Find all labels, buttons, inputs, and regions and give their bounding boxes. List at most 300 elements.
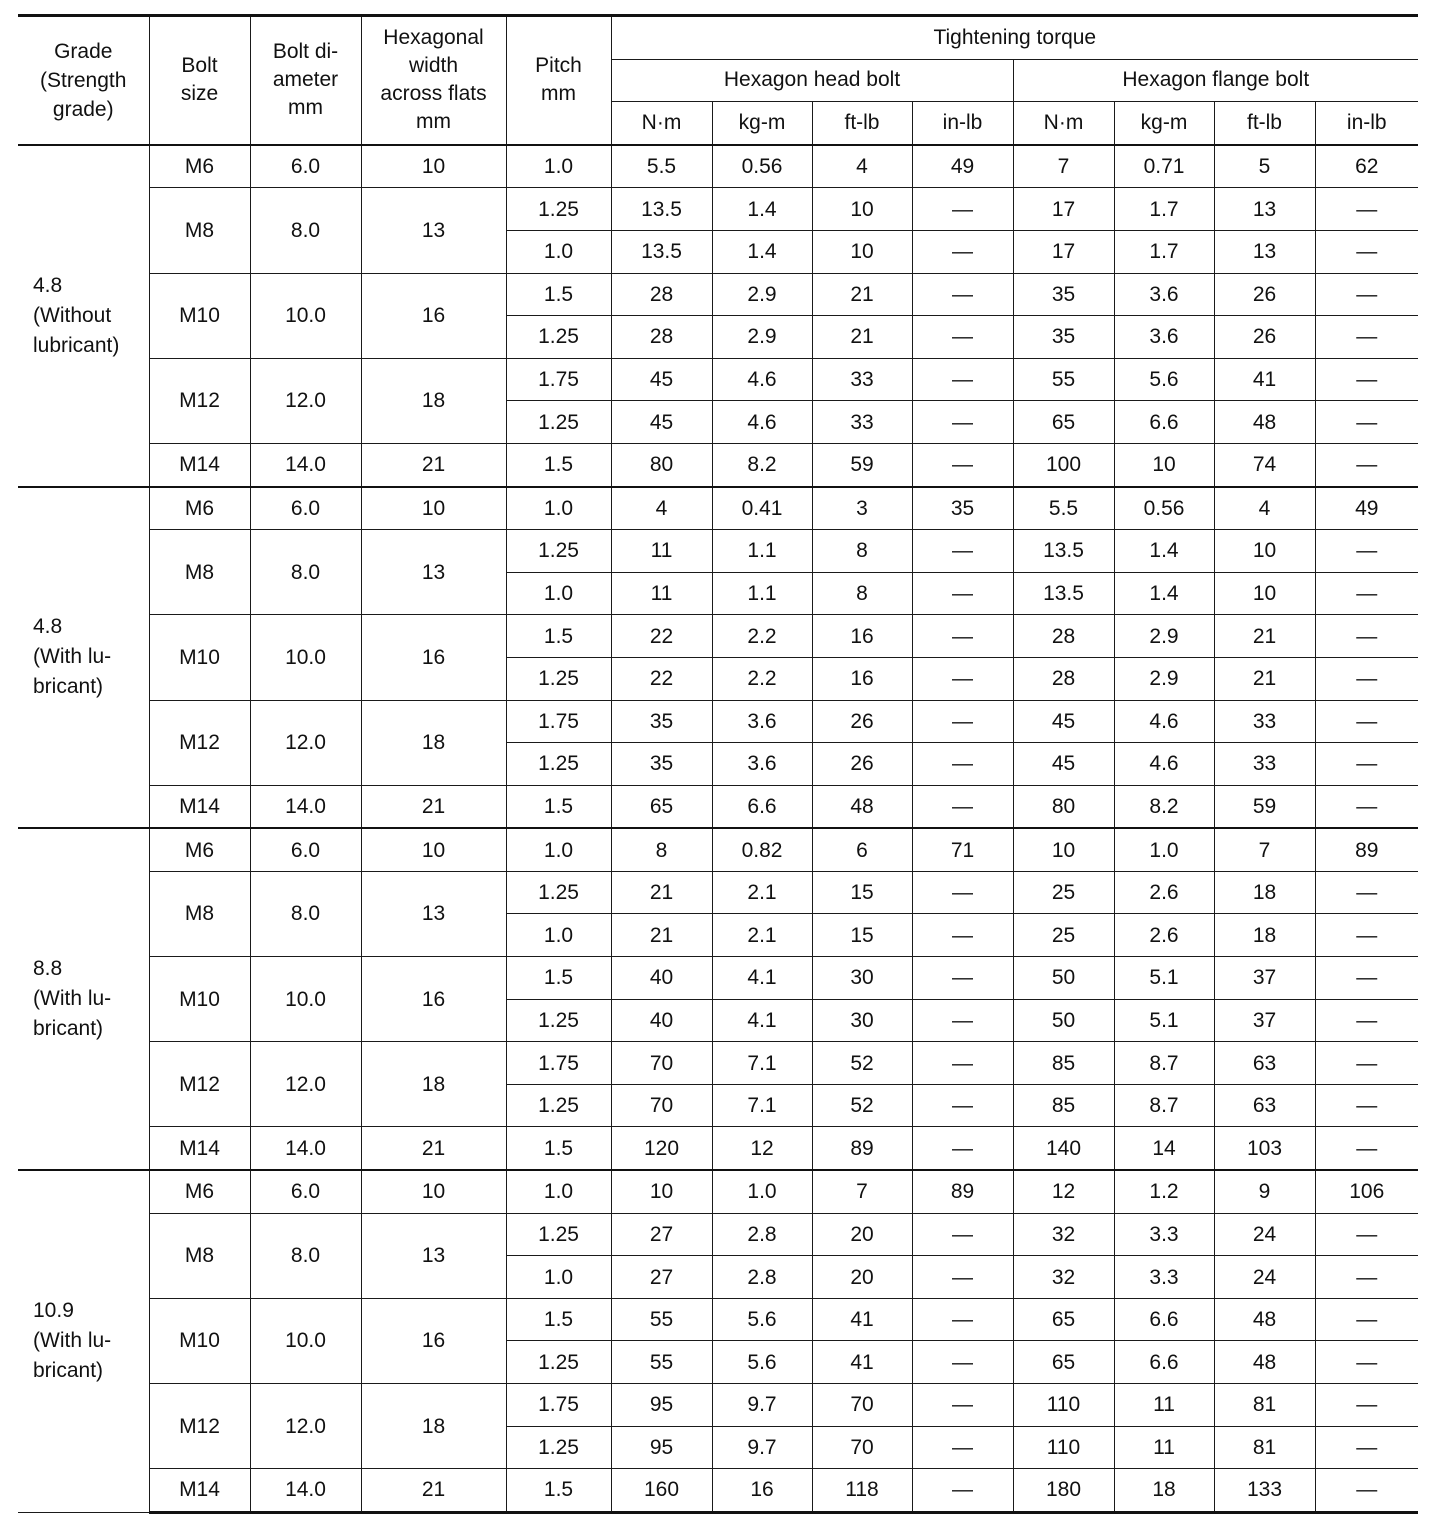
flange-nm-cell: 35 <box>1013 273 1114 316</box>
head-nm-cell: 55 <box>611 1298 712 1341</box>
grade-label-line: (With lu- <box>33 645 112 669</box>
grade-label-line: 4.8 <box>33 273 63 297</box>
flange-kgm-cell: 11 <box>1114 1426 1214 1469</box>
head-nm-cell: 28 <box>611 316 712 359</box>
bolt-diameter-cell: 10.0 <box>250 273 361 358</box>
pitch-cell: 1.25 <box>506 188 611 231</box>
head-kgm-cell: 1.4 <box>712 188 812 231</box>
pitch-cell: 1.25 <box>506 530 611 573</box>
head-nm-cell: 45 <box>611 358 712 401</box>
flange-ftlb-cell: 26 <box>1214 273 1315 316</box>
head-ftlb-cell: 26 <box>812 700 912 743</box>
flange-nm-cell: 28 <box>1013 615 1114 658</box>
head-inlb-cell: — <box>912 401 1013 444</box>
head-ftlb-cell: 10 <box>812 230 912 273</box>
flange-kgm-cell: 4.6 <box>1114 700 1214 743</box>
head-ftlb-cell: 33 <box>812 358 912 401</box>
head-inlb-cell: — <box>912 657 1013 700</box>
head-ftlb-cell: 41 <box>812 1341 912 1384</box>
header-hex-width <box>361 16 506 145</box>
flange-kgm-cell: 6.6 <box>1114 401 1214 444</box>
bolt-diameter-cell: 14.0 <box>250 443 361 486</box>
table-row <box>18 530 1418 573</box>
head-kgm-cell: 6.6 <box>712 785 812 828</box>
pitch-cell: 1.0 <box>506 914 611 957</box>
flange-nm-cell: 17 <box>1013 230 1114 273</box>
grade-label-line: (With lu- <box>33 1329 112 1353</box>
pitch-cell: 1.5 <box>506 785 611 828</box>
bolt-size-cell: M6 <box>149 487 250 530</box>
pitch-cell: 1.25 <box>506 401 611 444</box>
flange-kgm-cell: 0.71 <box>1114 145 1214 188</box>
flange-kgm-cell: 18 <box>1114 1469 1214 1513</box>
head-inlb-cell: — <box>912 530 1013 573</box>
flange-nm-cell: 180 <box>1013 1469 1114 1513</box>
head-nm-cell: 4 <box>611 487 712 530</box>
head-inlb-cell: — <box>912 1298 1013 1341</box>
grade-label-line: bricant) <box>33 1359 104 1383</box>
pitch-cell: 1.75 <box>506 1042 611 1085</box>
flange-nm-cell: 110 <box>1013 1384 1114 1427</box>
head-ftlb-cell: 70 <box>812 1384 912 1427</box>
bolt-size-cell: M6 <box>149 1170 250 1213</box>
bolt-diameter-cell: 14.0 <box>250 785 361 828</box>
flange-nm-cell: 13.5 <box>1013 530 1114 573</box>
flange-ftlb-cell: 41 <box>1214 358 1315 401</box>
flange-inlb-cell: 89 <box>1315 828 1418 871</box>
table-row <box>18 487 1418 530</box>
flange-kgm-cell: 5.1 <box>1114 957 1214 1000</box>
head-kgm-cell: 4.1 <box>712 999 812 1042</box>
flange-nm-cell: 55 <box>1013 358 1114 401</box>
pitch-cell: 1.0 <box>506 572 611 615</box>
head-kgm-cell: 1.0 <box>712 1170 812 1213</box>
head-nm-cell: 95 <box>611 1426 712 1469</box>
flange-nm-cell: 13.5 <box>1013 572 1114 615</box>
head-inlb-cell: — <box>912 1426 1013 1469</box>
head-inlb-cell: — <box>912 1256 1013 1299</box>
head-kgm-cell: 9.7 <box>712 1384 812 1427</box>
head-nm-cell: 27 <box>611 1256 712 1299</box>
head-ftlb-cell: 33 <box>812 401 912 444</box>
flange-ftlb-cell: 48 <box>1214 401 1315 444</box>
pitch-cell: 1.25 <box>506 657 611 700</box>
flange-nm-cell: 45 <box>1013 743 1114 786</box>
head-inlb-cell: — <box>912 443 1013 486</box>
flange-inlb-cell: 49 <box>1315 487 1418 530</box>
pitch-cell: 1.0 <box>506 230 611 273</box>
table-header <box>18 16 1418 145</box>
header-unit-inlb: in-lb <box>1315 102 1418 145</box>
head-inlb-cell: — <box>912 785 1013 828</box>
bolt-size-cell: M14 <box>149 1127 250 1170</box>
flange-kgm-cell: 2.9 <box>1114 657 1214 700</box>
bolt-diameter-cell: 14.0 <box>250 1469 361 1513</box>
pitch-cell: 1.25 <box>506 743 611 786</box>
header-bolt-diameter-line: mm <box>288 96 323 120</box>
bolt-size-cell: M10 <box>149 615 250 700</box>
hex-width-cell: 10 <box>361 1170 506 1213</box>
pitch-cell: 1.75 <box>506 1384 611 1427</box>
flange-inlb-cell: — <box>1315 999 1418 1042</box>
head-kgm-cell: 3.6 <box>712 700 812 743</box>
head-nm-cell: 27 <box>611 1213 712 1256</box>
flange-ftlb-cell: 74 <box>1214 443 1315 486</box>
flange-inlb-cell: 62 <box>1315 145 1418 188</box>
flange-ftlb-cell: 24 <box>1214 1256 1315 1299</box>
head-ftlb-cell: 30 <box>812 999 912 1042</box>
flange-kgm-cell: 5.1 <box>1114 999 1214 1042</box>
flange-ftlb-cell: 21 <box>1214 615 1315 658</box>
flange-kgm-cell: 2.6 <box>1114 871 1214 914</box>
head-ftlb-cell: 89 <box>812 1127 912 1170</box>
header-hex-width-line: across flats <box>380 82 487 106</box>
head-nm-cell: 160 <box>611 1469 712 1513</box>
flange-ftlb-cell: 63 <box>1214 1084 1315 1127</box>
head-nm-cell: 13.5 <box>611 188 712 231</box>
head-kgm-cell: 12 <box>712 1127 812 1170</box>
flange-inlb-cell: — <box>1315 657 1418 700</box>
hex-width-cell: 16 <box>361 615 506 700</box>
flange-nm-cell: 65 <box>1013 1341 1114 1384</box>
table-row <box>18 1042 1418 1085</box>
flange-inlb-cell: — <box>1315 443 1418 486</box>
header-unit-ftlb: ft-lb <box>1214 102 1315 145</box>
header-grade-line: Grade <box>54 39 113 63</box>
flange-ftlb-cell: 24 <box>1214 1213 1315 1256</box>
flange-nm-cell: 100 <box>1013 443 1114 486</box>
bolt-diameter-cell: 12.0 <box>250 700 361 785</box>
hex-width-cell: 21 <box>361 1127 506 1170</box>
flange-ftlb-cell: 59 <box>1214 785 1315 828</box>
flange-inlb-cell: — <box>1315 1256 1418 1299</box>
header-bolt-size-line: Bolt <box>181 54 218 78</box>
head-kgm-cell: 0.56 <box>712 145 812 188</box>
flange-kgm-cell: 3.3 <box>1114 1213 1214 1256</box>
head-nm-cell: 35 <box>611 743 712 786</box>
head-ftlb-cell: 20 <box>812 1256 912 1299</box>
head-inlb-cell: — <box>912 914 1013 957</box>
bolt-diameter-cell: 6.0 <box>250 487 361 530</box>
pitch-cell: 1.0 <box>506 487 611 530</box>
head-kgm-cell: 1.1 <box>712 572 812 615</box>
head-ftlb-cell: 118 <box>812 1469 912 1513</box>
flange-nm-cell: 65 <box>1013 401 1114 444</box>
flange-ftlb-cell: 81 <box>1214 1384 1315 1427</box>
flange-nm-cell: 12 <box>1013 1170 1114 1213</box>
bolt-size-cell: M6 <box>149 828 250 871</box>
head-ftlb-cell: 16 <box>812 657 912 700</box>
flange-inlb-cell: — <box>1315 615 1418 658</box>
head-nm-cell: 13.5 <box>611 230 712 273</box>
bolt-size-cell: M8 <box>149 1213 250 1298</box>
flange-kgm-cell: 3.6 <box>1114 273 1214 316</box>
head-kgm-cell: 8.2 <box>712 443 812 486</box>
pitch-cell: 1.0 <box>506 1170 611 1213</box>
head-kgm-cell: 5.6 <box>712 1298 812 1341</box>
hex-width-cell: 10 <box>361 828 506 871</box>
head-nm-cell: 5.5 <box>611 145 712 188</box>
flange-ftlb-cell: 103 <box>1214 1127 1315 1170</box>
head-kgm-cell: 2.1 <box>712 871 812 914</box>
flange-inlb-cell: — <box>1315 1127 1418 1170</box>
flange-ftlb-cell: 133 <box>1214 1469 1315 1513</box>
head-inlb-cell: — <box>912 1127 1013 1170</box>
flange-kgm-cell: 1.7 <box>1114 188 1214 231</box>
flange-inlb-cell: — <box>1315 358 1418 401</box>
pitch-cell: 1.25 <box>506 871 611 914</box>
flange-inlb-cell: — <box>1315 785 1418 828</box>
flange-kgm-cell: 0.56 <box>1114 487 1214 530</box>
hex-width-cell: 10 <box>361 145 506 188</box>
flange-kgm-cell: 1.4 <box>1114 572 1214 615</box>
head-inlb-cell: — <box>912 957 1013 1000</box>
bolt-size-cell: M8 <box>149 188 250 273</box>
bolt-size-cell: M12 <box>149 700 250 785</box>
header-hex-width-line: Hexagonal <box>383 26 484 50</box>
header-bolt-size <box>149 16 250 145</box>
head-kgm-cell: 0.82 <box>712 828 812 871</box>
flange-inlb-cell: — <box>1315 1213 1418 1256</box>
head-kgm-cell: 9.7 <box>712 1426 812 1469</box>
head-kgm-cell: 2.9 <box>712 273 812 316</box>
flange-ftlb-cell: 10 <box>1214 530 1315 573</box>
pitch-cell: 1.0 <box>506 1256 611 1299</box>
bolt-size-cell: M14 <box>149 785 250 828</box>
flange-nm-cell: 65 <box>1013 1298 1114 1341</box>
flange-nm-cell: 45 <box>1013 700 1114 743</box>
head-kgm-cell: 0.41 <box>712 487 812 530</box>
header-grade-line: (Strength <box>40 68 127 92</box>
bolt-diameter-cell: 12.0 <box>250 1042 361 1127</box>
flange-ftlb-cell: 48 <box>1214 1298 1315 1341</box>
hex-width-cell: 13 <box>361 188 506 273</box>
header-hex-width-line: width <box>408 54 459 78</box>
flange-nm-cell: 110 <box>1013 1426 1114 1469</box>
bolt-diameter-cell: 12.0 <box>250 1384 361 1469</box>
header-hex-width-line: mm <box>416 110 451 134</box>
flange-nm-cell: 25 <box>1013 914 1114 957</box>
flange-kgm-cell: 8.7 <box>1114 1042 1214 1085</box>
header-bolt-diameter-line: Bolt di- <box>272 40 339 64</box>
flange-inlb-cell: — <box>1315 1298 1418 1341</box>
head-inlb-cell: — <box>912 700 1013 743</box>
head-inlb-cell: — <box>912 1084 1013 1127</box>
flange-ftlb-cell: 63 <box>1214 1042 1315 1085</box>
head-ftlb-cell: 15 <box>812 914 912 957</box>
flange-nm-cell: 10 <box>1013 828 1114 871</box>
header-unit-nm: N·m <box>1013 102 1114 145</box>
head-ftlb-cell: 52 <box>812 1042 912 1085</box>
header-bolt-size-line: size <box>180 82 219 106</box>
head-ftlb-cell: 30 <box>812 957 912 1000</box>
header-pitch-line: mm <box>541 82 576 106</box>
header-grade-line: grade) <box>52 97 114 121</box>
head-nm-cell: 21 <box>611 871 712 914</box>
head-inlb-cell: — <box>912 316 1013 359</box>
hex-width-cell: 13 <box>361 530 506 615</box>
bolt-diameter-cell: 10.0 <box>250 957 361 1042</box>
head-nm-cell: 45 <box>611 401 712 444</box>
head-inlb-cell: — <box>912 188 1013 231</box>
flange-ftlb-cell: 7 <box>1214 828 1315 871</box>
table-body <box>18 145 1418 1513</box>
head-kgm-cell: 1.1 <box>712 530 812 573</box>
flange-kgm-cell: 14 <box>1114 1127 1214 1170</box>
table-row <box>18 785 1418 828</box>
head-ftlb-cell: 15 <box>812 871 912 914</box>
flange-inlb-cell: — <box>1315 871 1418 914</box>
table-row <box>18 273 1418 316</box>
table-row <box>18 615 1418 658</box>
head-inlb-cell: 89 <box>912 1170 1013 1213</box>
head-kgm-cell: 2.8 <box>712 1213 812 1256</box>
head-nm-cell: 22 <box>611 657 712 700</box>
head-inlb-cell: — <box>912 358 1013 401</box>
hex-width-cell: 18 <box>361 700 506 785</box>
pitch-cell: 1.25 <box>506 1341 611 1384</box>
flange-kgm-cell: 6.6 <box>1114 1341 1214 1384</box>
hex-width-cell: 21 <box>361 785 506 828</box>
flange-nm-cell: 5.5 <box>1013 487 1114 530</box>
head-kgm-cell: 2.2 <box>712 657 812 700</box>
header-pitch <box>506 16 611 145</box>
header-tightening-torque: Tightening torque <box>611 16 1418 60</box>
head-ftlb-cell: 16 <box>812 615 912 658</box>
table-row <box>18 828 1418 871</box>
head-ftlb-cell: 21 <box>812 316 912 359</box>
flange-inlb-cell: — <box>1315 572 1418 615</box>
header-unit-ftlb: ft-lb <box>812 102 912 145</box>
table-row <box>18 1213 1418 1256</box>
hex-width-cell: 16 <box>361 957 506 1042</box>
table-row <box>18 1469 1418 1513</box>
grade-cell <box>18 145 149 487</box>
flange-ftlb-cell: 81 <box>1214 1426 1315 1469</box>
bolt-diameter-cell: 6.0 <box>250 1170 361 1213</box>
head-ftlb-cell: 3 <box>812 487 912 530</box>
hex-width-cell: 18 <box>361 1384 506 1469</box>
header-unit-nm: N·m <box>611 102 712 145</box>
head-ftlb-cell: 20 <box>812 1213 912 1256</box>
head-ftlb-cell: 52 <box>812 1084 912 1127</box>
head-inlb-cell: — <box>912 615 1013 658</box>
head-kgm-cell: 1.4 <box>712 230 812 273</box>
pitch-cell: 1.5 <box>506 1469 611 1513</box>
head-kgm-cell: 4.1 <box>712 957 812 1000</box>
table-row <box>18 358 1418 401</box>
head-ftlb-cell: 48 <box>812 785 912 828</box>
table-row <box>18 188 1418 231</box>
flange-kgm-cell: 1.2 <box>1114 1170 1214 1213</box>
grade-label-line: lubricant) <box>33 333 120 357</box>
flange-inlb-cell: — <box>1315 700 1418 743</box>
flange-ftlb-cell: 33 <box>1214 700 1315 743</box>
head-ftlb-cell: 7 <box>812 1170 912 1213</box>
pitch-cell: 1.5 <box>506 615 611 658</box>
head-kgm-cell: 3.6 <box>712 743 812 786</box>
flange-ftlb-cell: 13 <box>1214 230 1315 273</box>
table-row <box>18 1298 1418 1341</box>
grade-label-line: bricant) <box>33 1017 104 1041</box>
grade-label-line: (With lu- <box>33 987 112 1011</box>
flange-nm-cell: 35 <box>1013 316 1114 359</box>
flange-kgm-cell: 5.6 <box>1114 358 1214 401</box>
head-inlb-cell: — <box>912 871 1013 914</box>
flange-inlb-cell: — <box>1315 530 1418 573</box>
flange-kgm-cell: 2.6 <box>1114 914 1214 957</box>
pitch-cell: 1.5 <box>506 957 611 1000</box>
pitch-cell: 1.0 <box>506 145 611 188</box>
pitch-cell: 1.75 <box>506 358 611 401</box>
hex-width-cell: 18 <box>361 358 506 443</box>
head-kgm-cell: 4.6 <box>712 358 812 401</box>
hex-width-cell: 21 <box>361 443 506 486</box>
bolt-diameter-cell: 6.0 <box>250 145 361 188</box>
flange-ftlb-cell: 37 <box>1214 957 1315 1000</box>
header-unit-inlb: in-lb <box>912 102 1013 145</box>
flange-nm-cell: 32 <box>1013 1213 1114 1256</box>
head-inlb-cell: — <box>912 1469 1013 1513</box>
pitch-cell: 1.25 <box>506 1213 611 1256</box>
bolt-size-cell: M14 <box>149 443 250 486</box>
head-ftlb-cell: 21 <box>812 273 912 316</box>
head-ftlb-cell: 41 <box>812 1298 912 1341</box>
head-ftlb-cell: 10 <box>812 188 912 231</box>
head-inlb-cell: — <box>912 743 1013 786</box>
table-row <box>18 957 1418 1000</box>
pitch-cell: 1.5 <box>506 1127 611 1170</box>
flange-ftlb-cell: 33 <box>1214 743 1315 786</box>
flange-inlb-cell: — <box>1315 743 1418 786</box>
head-kgm-cell: 7.1 <box>712 1042 812 1085</box>
head-inlb-cell: — <box>912 1042 1013 1085</box>
flange-ftlb-cell: 10 <box>1214 572 1315 615</box>
head-nm-cell: 65 <box>611 785 712 828</box>
head-nm-cell: 10 <box>611 1170 712 1213</box>
pitch-cell: 1.5 <box>506 443 611 486</box>
pitch-cell: 1.25 <box>506 999 611 1042</box>
head-ftlb-cell: 59 <box>812 443 912 486</box>
bolt-diameter-cell: 10.0 <box>250 1298 361 1383</box>
bolt-size-cell: M10 <box>149 1298 250 1383</box>
header-hexagon-flange-bolt: Hexagon flange bolt <box>1013 59 1418 102</box>
flange-inlb-cell: — <box>1315 1341 1418 1384</box>
flange-inlb-cell: 106 <box>1315 1170 1418 1213</box>
flange-inlb-cell: — <box>1315 230 1418 273</box>
head-nm-cell: 55 <box>611 1341 712 1384</box>
flange-kgm-cell: 8.7 <box>1114 1084 1214 1127</box>
bolt-diameter-cell: 12.0 <box>250 358 361 443</box>
grade-label-line: (Without <box>33 303 112 327</box>
flange-inlb-cell: — <box>1315 1426 1418 1469</box>
flange-nm-cell: 7 <box>1013 145 1114 188</box>
head-kgm-cell: 2.1 <box>712 914 812 957</box>
head-ftlb-cell: 6 <box>812 828 912 871</box>
bolt-size-cell: M12 <box>149 1384 250 1469</box>
bolt-torque-table <box>18 14 1418 1514</box>
flange-inlb-cell: — <box>1315 273 1418 316</box>
torque-table-container <box>18 14 1418 1514</box>
head-nm-cell: 40 <box>611 957 712 1000</box>
hex-width-cell: 13 <box>361 871 506 956</box>
pitch-cell: 1.5 <box>506 273 611 316</box>
flange-ftlb-cell: 26 <box>1214 316 1315 359</box>
table-row <box>18 1384 1418 1427</box>
head-inlb-cell: 71 <box>912 828 1013 871</box>
head-nm-cell: 40 <box>611 999 712 1042</box>
header-hexagon-head-bolt: Hexagon head bolt <box>611 59 1013 102</box>
